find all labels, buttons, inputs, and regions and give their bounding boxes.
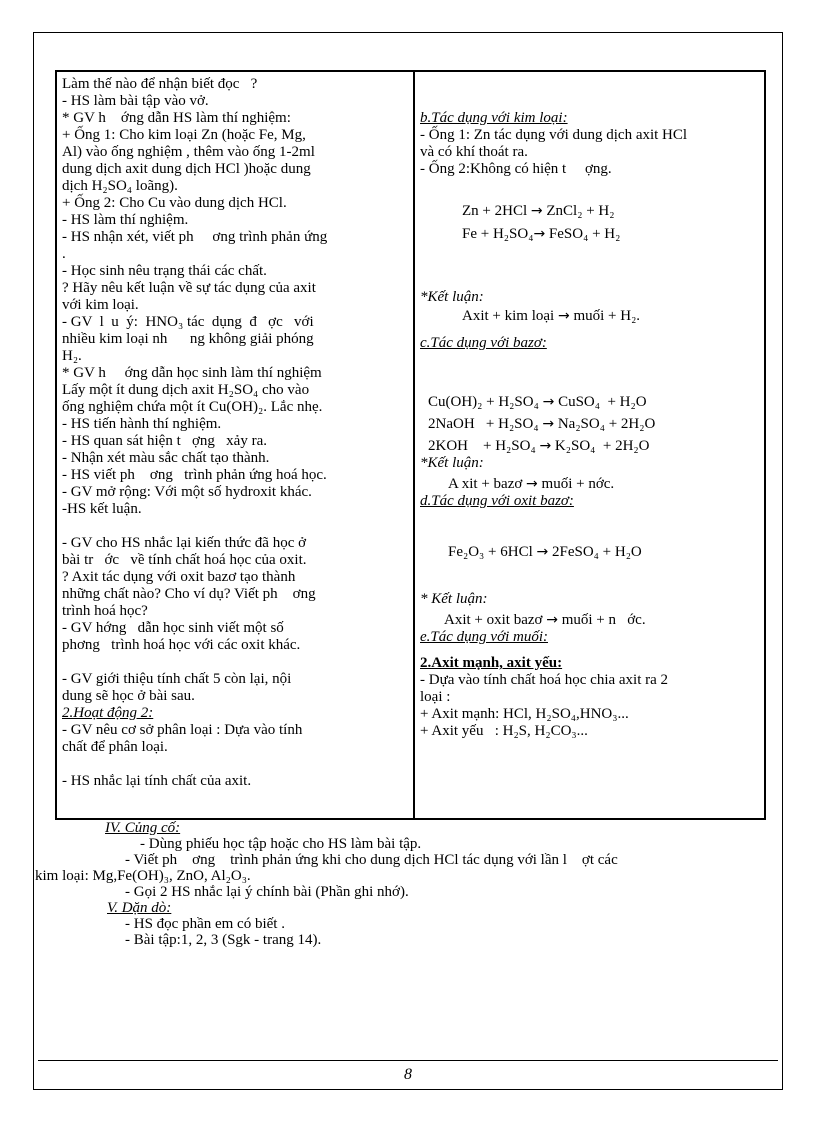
text-line: - HS nhận xét, viết ph ơng trình phản ứng [62,229,328,245]
section-e-title: e.Tác dụng với muối: [420,629,548,645]
text-line: - HS làm bài tập vào vở. [62,93,209,109]
equation: 2NaOH + H₂SO₄ → Na₂SO₄ + 2H₂O [428,416,656,432]
text-line: - Ống 2:Không có hiện t ợng. [420,161,612,177]
teacher-student-activities [56,71,414,819]
text-line: nhiều kim loại nh ng không giải phóng [62,331,314,347]
text-line [62,756,408,773]
text-line: - GV nêu cơ sở phân loại : Dựa vào tính [62,722,303,738]
equation: A xit + bazơ → muối + nớc. [448,476,615,492]
lesson-table [55,70,766,820]
text-line: - GV mở rộng: Với một số hydroxit khác. [62,484,312,500]
text-line: bài tr ớc về tính chất hoá học của oxit. [62,552,307,568]
arrow-icon: → [546,612,558,628]
text-line: ống nghiệm chứa một ít Cu(OH)₂. Lắc nhẹ. [62,399,323,415]
lesson-content [414,71,765,819]
text-line: trình hoá học? [62,603,148,619]
text-line: ? Hãy nêu kết luận về sự tác dụng của axit [62,280,316,296]
text-line: những chất nào? Cho ví dụ? Viết ph ơng [62,586,316,602]
arrow-icon: → [536,544,549,560]
conclusion-label: * Kết luận: [420,591,488,607]
arrow-icon: → [526,476,538,492]
footer-divider [38,1060,778,1061]
equation: Fe + H₂SO₄→ FeSO₄ + H₂ [462,226,621,242]
text-line: -HS kết luận. [62,501,142,517]
text-line: loại : [420,689,451,705]
text-line: Lấy một ít dung dịch axit H₂SO₄ cho vào [62,382,310,398]
arrow-icon: → [539,438,552,454]
text-line [62,654,408,671]
text-line: . [62,246,66,262]
text-line: - GV hớng dẫn học sinh viết một số [62,620,284,636]
text-line: Al) vào ống nghiệm , thêm vào ống 1-2ml [62,144,315,160]
page-number: 8 [404,1066,412,1083]
text-line: - GV giới thiệu tính chất 5 còn lại, nội [62,671,292,687]
text-line: dung dịch axit dung dịch HCl )hoặc dung [62,161,311,177]
arrow-icon: → [542,416,555,432]
text-line: - Dựa vào tính chất hoá học chia axit ra 2 [420,672,669,688]
section-c-title: c.Tác dụng với bazơ: [420,335,547,351]
section-d-title: d.Tác dụng với oxit bazơ: [420,493,574,509]
text-line: - GV l u ý: HNO₃ tác dụng đ ợc với [62,314,314,330]
text-line: - Ống 1: Zn tác dụng với dung dịch axit HCl [420,127,688,143]
text-line: - HS viết ph ơng trình phản ứng hoá học. [62,467,327,483]
text-line: * GV h ớng dẫn học sinh làm thí nghiệm [62,365,322,381]
text-line: - Nhận xét màu sắc chất tạo thành. [62,450,270,466]
equation: Cu(OH)₂ + H₂SO₄ → CuSO₄ + H₂O [428,394,647,410]
text-line: - HS quan sát hiện t ợng xảy ra. [62,433,267,449]
equation: Axit + oxit bazơ → muối + n ớc. [444,612,646,628]
equation: Fe₂O₃ + 6HCl → 2FeSO₄ + H₂O [448,544,642,560]
arrow-icon: → [542,394,555,410]
text-line: - HS làm thí nghiệm. [62,212,189,228]
equation: 2KOH + H₂SO₄ → K₂SO₄ + 2H₂O [428,438,650,454]
lesson-footer [35,820,775,948]
arrow-icon: → [533,226,546,242]
text-line [62,518,408,535]
arrow-icon: → [557,308,570,324]
text-line: kim loại: Mg,Fe(OH)₃, ZnO, Al₂O₃. [35,868,251,884]
text-line: Làm thế nào để nhận biết đọc ? [62,76,258,92]
text-line: - Bài tập:1, 2, 3 (Sgk - trang 14). [125,932,322,948]
text-line: - Gọi 2 HS nhắc lại ý chính bài (Phần ghi nhớ). [125,884,409,900]
text-line: - HS đọc phần em có biết . [125,916,285,932]
text-line: + Ống 1: Cho kim loại Zn (hoặc Fe, Mg, [62,127,306,143]
text-line: ? Axit tác dụng với oxit bazơ tạo thành [62,569,296,585]
text-line: dung sẽ học ở bài sau. [62,688,195,704]
text-line: - Viết ph ơng trình phản ứng khi cho dung dịch HCl tác dụng với lần l ợt các [125,852,618,868]
equation: Zn + 2HCl → ZnCl₂ + H₂ [462,203,615,219]
section-iv-title: IV. Củng cố: [105,820,181,836]
section-b-title: b.Tác dụng với kim loại: [420,110,568,126]
arrow-icon: → [530,203,543,219]
conclusion-label: *Kết luận: [420,289,484,305]
text-line: với kim loại. [62,297,139,313]
text-line: chất để phân loại. [62,739,168,755]
text-line: + Axit mạnh: HCl, H₂SO₄,HNO₃... [420,706,629,722]
text-line: H₂. [62,348,82,364]
text-line: phơng trình hoá học với các oxit khác. [62,637,301,653]
section-2-title: 2.Axit mạnh, axit yếu: [420,655,563,671]
text-line: - HS tiến hành thí nghiệm. [62,416,222,432]
text-line: - HS nhắc lại tính chất của axit. [62,773,252,789]
text-line: và có khí thoát ra. [420,144,528,160]
activity-2-title: 2.Hoạt động 2: [62,705,154,721]
text-line: - GV cho HS nhắc lại kiến thức đã học ở [62,535,307,551]
text-line: dịch H₂SO₄ loãng). [62,178,178,194]
text-line: - Dùng phiếu học tập hoặc cho HS làm bài tập. [140,836,422,852]
text-line: - Học sinh nêu trạng thái các chất. [62,263,267,279]
text-line: + Axit yếu : H₂S, H₂CO₃... [420,723,588,739]
section-v-title: V. Dặn dò: [107,900,172,916]
conclusion-label: *Kết luận: [420,455,484,471]
text-line: + Ống 2: Cho Cu vào dung dịch HCl. [62,195,287,211]
text-line: * GV h ớng dẫn HS làm thí nghiệm: [62,110,291,126]
equation: Axit + kim loại → muối + H₂. [462,308,641,324]
